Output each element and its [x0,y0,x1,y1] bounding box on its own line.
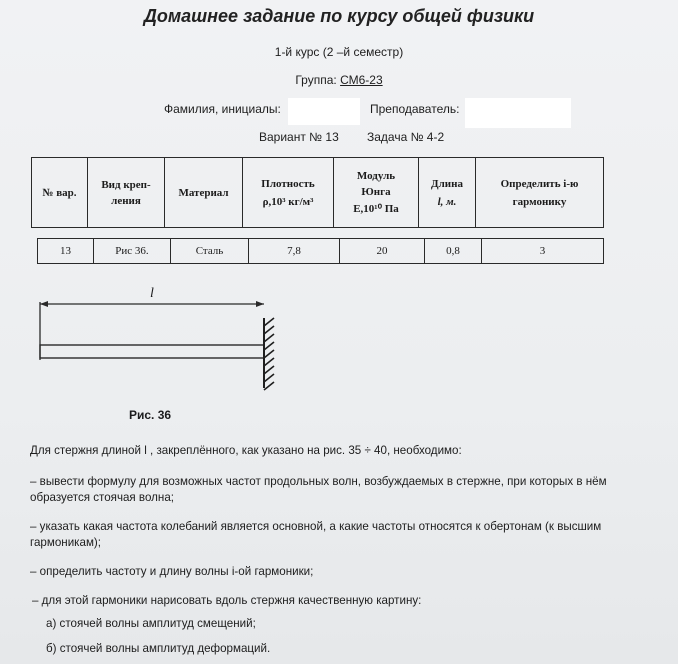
rod-diagram [30,280,290,392]
col-modulus [334,158,419,228]
item4: – для этой гармоники нарисовать вдоль стержня качественную картину: [32,594,422,607]
col-length-line2: l, м. [437,195,457,208]
item1-line2: образуется стоячая волна; [30,491,174,504]
cell-mount: Рис 36. [94,239,171,264]
item1-line1: – вывести формулу для возможных частот продольных волн, возбуждаемых в стержне, при которых в нём [30,475,607,488]
teacher-label: Преподаватель: [370,102,460,116]
col-length [419,158,476,228]
rod [40,345,264,358]
item1 [30,474,660,506]
col-harmonic-line2: гармонику [512,195,567,208]
group-line [0,73,678,87]
intro-text: Для стержня длиной l , закреплённого, как указано на рис. 35 ÷ 40, необходимо: [30,444,462,457]
col-mount-line1: Вид креп- [101,178,151,191]
params-header-table [31,157,604,228]
arrow-head-left [40,301,48,307]
col-modulus-line1: Модуль [356,170,396,182]
figure-caption: Рис. 36 [129,408,172,422]
cell-modulus: 20 [340,239,425,264]
name-label: Фамилия, инициалы: [164,102,281,116]
col-density-line1: Плотность [261,177,315,190]
cell-length: 0,8 [425,239,482,264]
page-title: Домашнее задание по курсу общей физики [143,6,535,26]
teacher-field[interactable] [465,98,571,128]
col-material: Материал [165,158,243,228]
col-modulus-line2: Юнга [361,186,391,198]
col-density [243,158,334,228]
col-harmonic [476,158,604,228]
arrow-head-right [256,301,264,307]
wall-hatching [264,318,274,390]
col-mount-line2: ления [111,194,141,207]
item2-line1: – указать какая частота колебаний является основной, а какие частоты относятся к обертонам (к высшим [30,520,602,533]
sub-item-a: а) стоячей волны амплитуд смещений; [46,617,256,630]
col-mount [88,158,165,228]
params-value-table [37,238,604,264]
cell-density: 7,8 [249,239,340,264]
col-num: № вар. [32,158,88,228]
item2-line2: гармоникам); [30,536,101,549]
col-length-line1: Длина [431,177,463,190]
group-value: СМ6-23 [340,73,383,87]
col-harmonic-line1: Определить i-ю [500,177,579,190]
item2 [30,519,660,551]
table-row [38,239,604,264]
cell-material: Сталь [171,239,249,264]
group-label: Группа: [295,73,337,87]
col-density-line2: ρ,10³ кг/м³ [262,195,314,208]
sub-item-b: б) стоячей волны амплитуд деформаций. [46,642,271,655]
course-line: 1-й курс (2 –й семестр) [274,45,404,59]
cell-num: 13 [38,239,94,264]
length-label: l [150,286,154,301]
cell-harmonic: 3 [482,239,604,264]
item3: – определить частоту и длину волны i-ой гармоники; [30,565,314,578]
variant-label: Вариант № 13 [259,130,339,144]
task-label: Задача № 4-2 [367,130,445,144]
name-field[interactable] [288,98,360,125]
col-modulus-line3: Е,10¹⁰ Па [353,203,399,215]
